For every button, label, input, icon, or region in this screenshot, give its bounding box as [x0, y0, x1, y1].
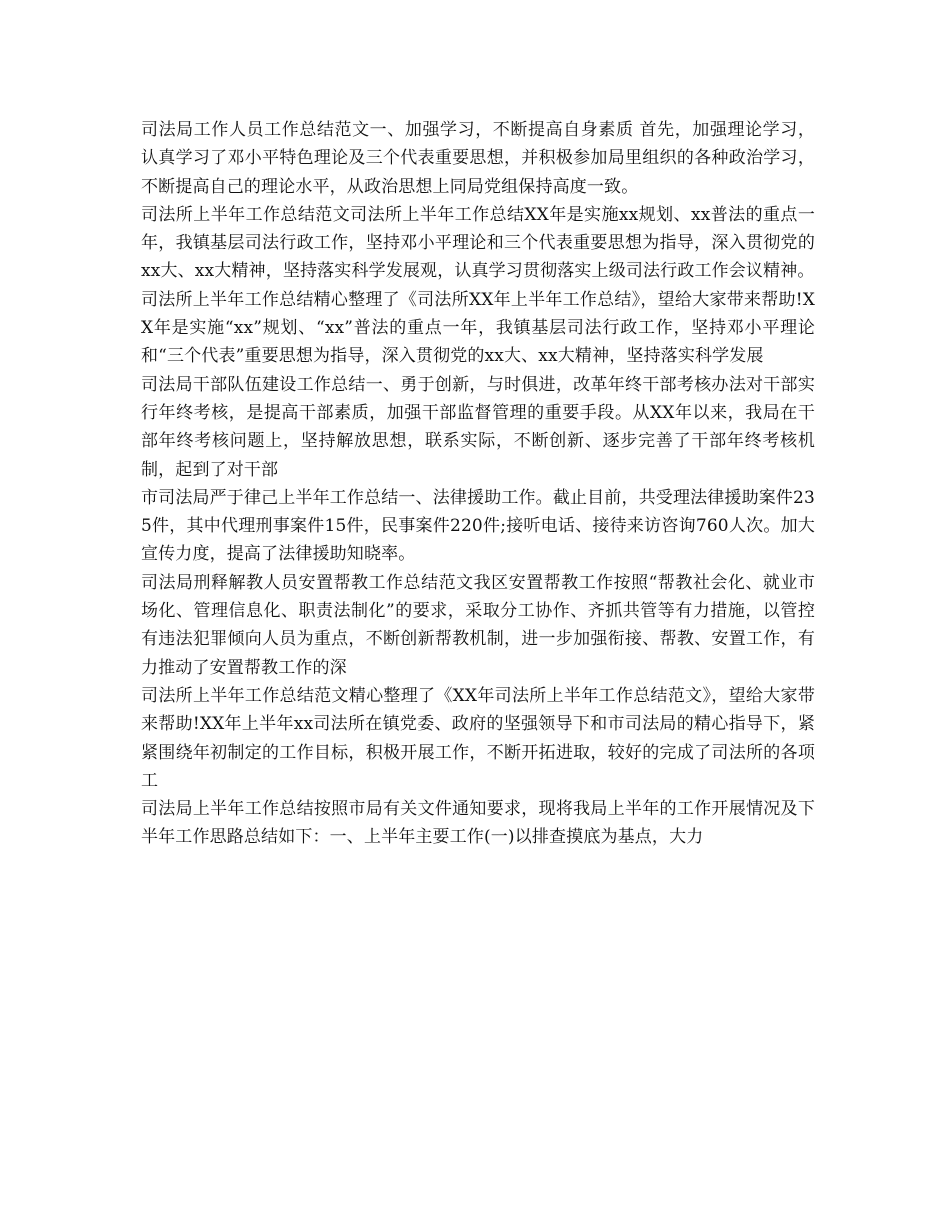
paragraph-1: 司法局工作人员工作总结范文一、加强学习，不断提高自身素质 首先，加强理论学习，认真学习了邓小平特色理论及三个代表重要思想，并积极参加局里组织的各种政治学习，不断提高自己的理论水平，从政治思想上同局党组保持高度一致。 — [141, 120, 815, 197]
paragraph-5: 市司法局严于律己上半年工作总结一、法律援助工作。截止目前，共受理法律援助案件235件，其中代理刑事案件15件，民事案件220件;接听电话、接待来访咨询760人次。加大宣传力度，提高了法律援助知晓率。 — [141, 487, 815, 565]
document-body — [141, 116, 815, 852]
paragraph-2: 司法所上半年工作总结范文司法所上半年工作总结XX年是实施xx规划、xx普法的重点一年，我镇基层司法行政工作，坚持邓小平理论和三个代表重要思想为指导，深入贯彻党的xx大、xx大精神，坚持落实科学发展观，认真学习贯彻落实上级司法行政工作会议精神。 — [141, 204, 815, 282]
paragraph-7: 司法所上半年工作总结范文精心整理了《XX年司法所上半年工作总结范文》，望给大家带来帮助!XX年上半年xx司法所在镇党委、政府的坚强领导下和市司法局的精心指导下，紧紧围绕年初制定的工作目标，积极开展工作，不断开拓进取，较好的完成了司法所的各项工 — [141, 685, 815, 791]
paragraph-8: 司法局上半年工作总结按照市局有关文件通知要求，现将我局上半年的工作开展情况及下半年工作思路总结如下：一、上半年主要工作(一)以排查摸底为基点，大力 — [141, 799, 815, 848]
paragraph-4: 司法局干部队伍建设工作总结一、勇于创新，与时俱进，改革年终干部考核办法对干部实行年终考核，是提高干部素质，加强干部监督管理的重要手段。从XX年以来，我局在干部年终考核问题上，坚持解放思想，联系实际，不断创新、逐步完善了干部年终考核机制，起到了对干部 — [141, 374, 815, 480]
paragraph-6: 司法局刑释解教人员安置帮教工作总结范文我区安置帮教工作按照“帮教社会化、就业市场化、管理信息化、职责法制化”的要求，采取分工协作、齐抓共管等有力措施，以管控有违法犯罪倾向人员为重点，不断创新帮教机制，进一步加强衔接、帮教、安置工作，有力推动了安置帮教工作的深 — [141, 572, 815, 678]
paragraph-3: 司法所上半年工作总结精心整理了《司法所XX年上半年工作总结》，望给大家带来帮助!XX年是实施“xx”规划、“xx”普法的重点一年，我镇基层司法行政工作，坚持邓小平理论和“三个代表”重要思想为指导，深入贯彻党的xx大、xx大精神，坚持落实科学发展 — [141, 289, 815, 367]
